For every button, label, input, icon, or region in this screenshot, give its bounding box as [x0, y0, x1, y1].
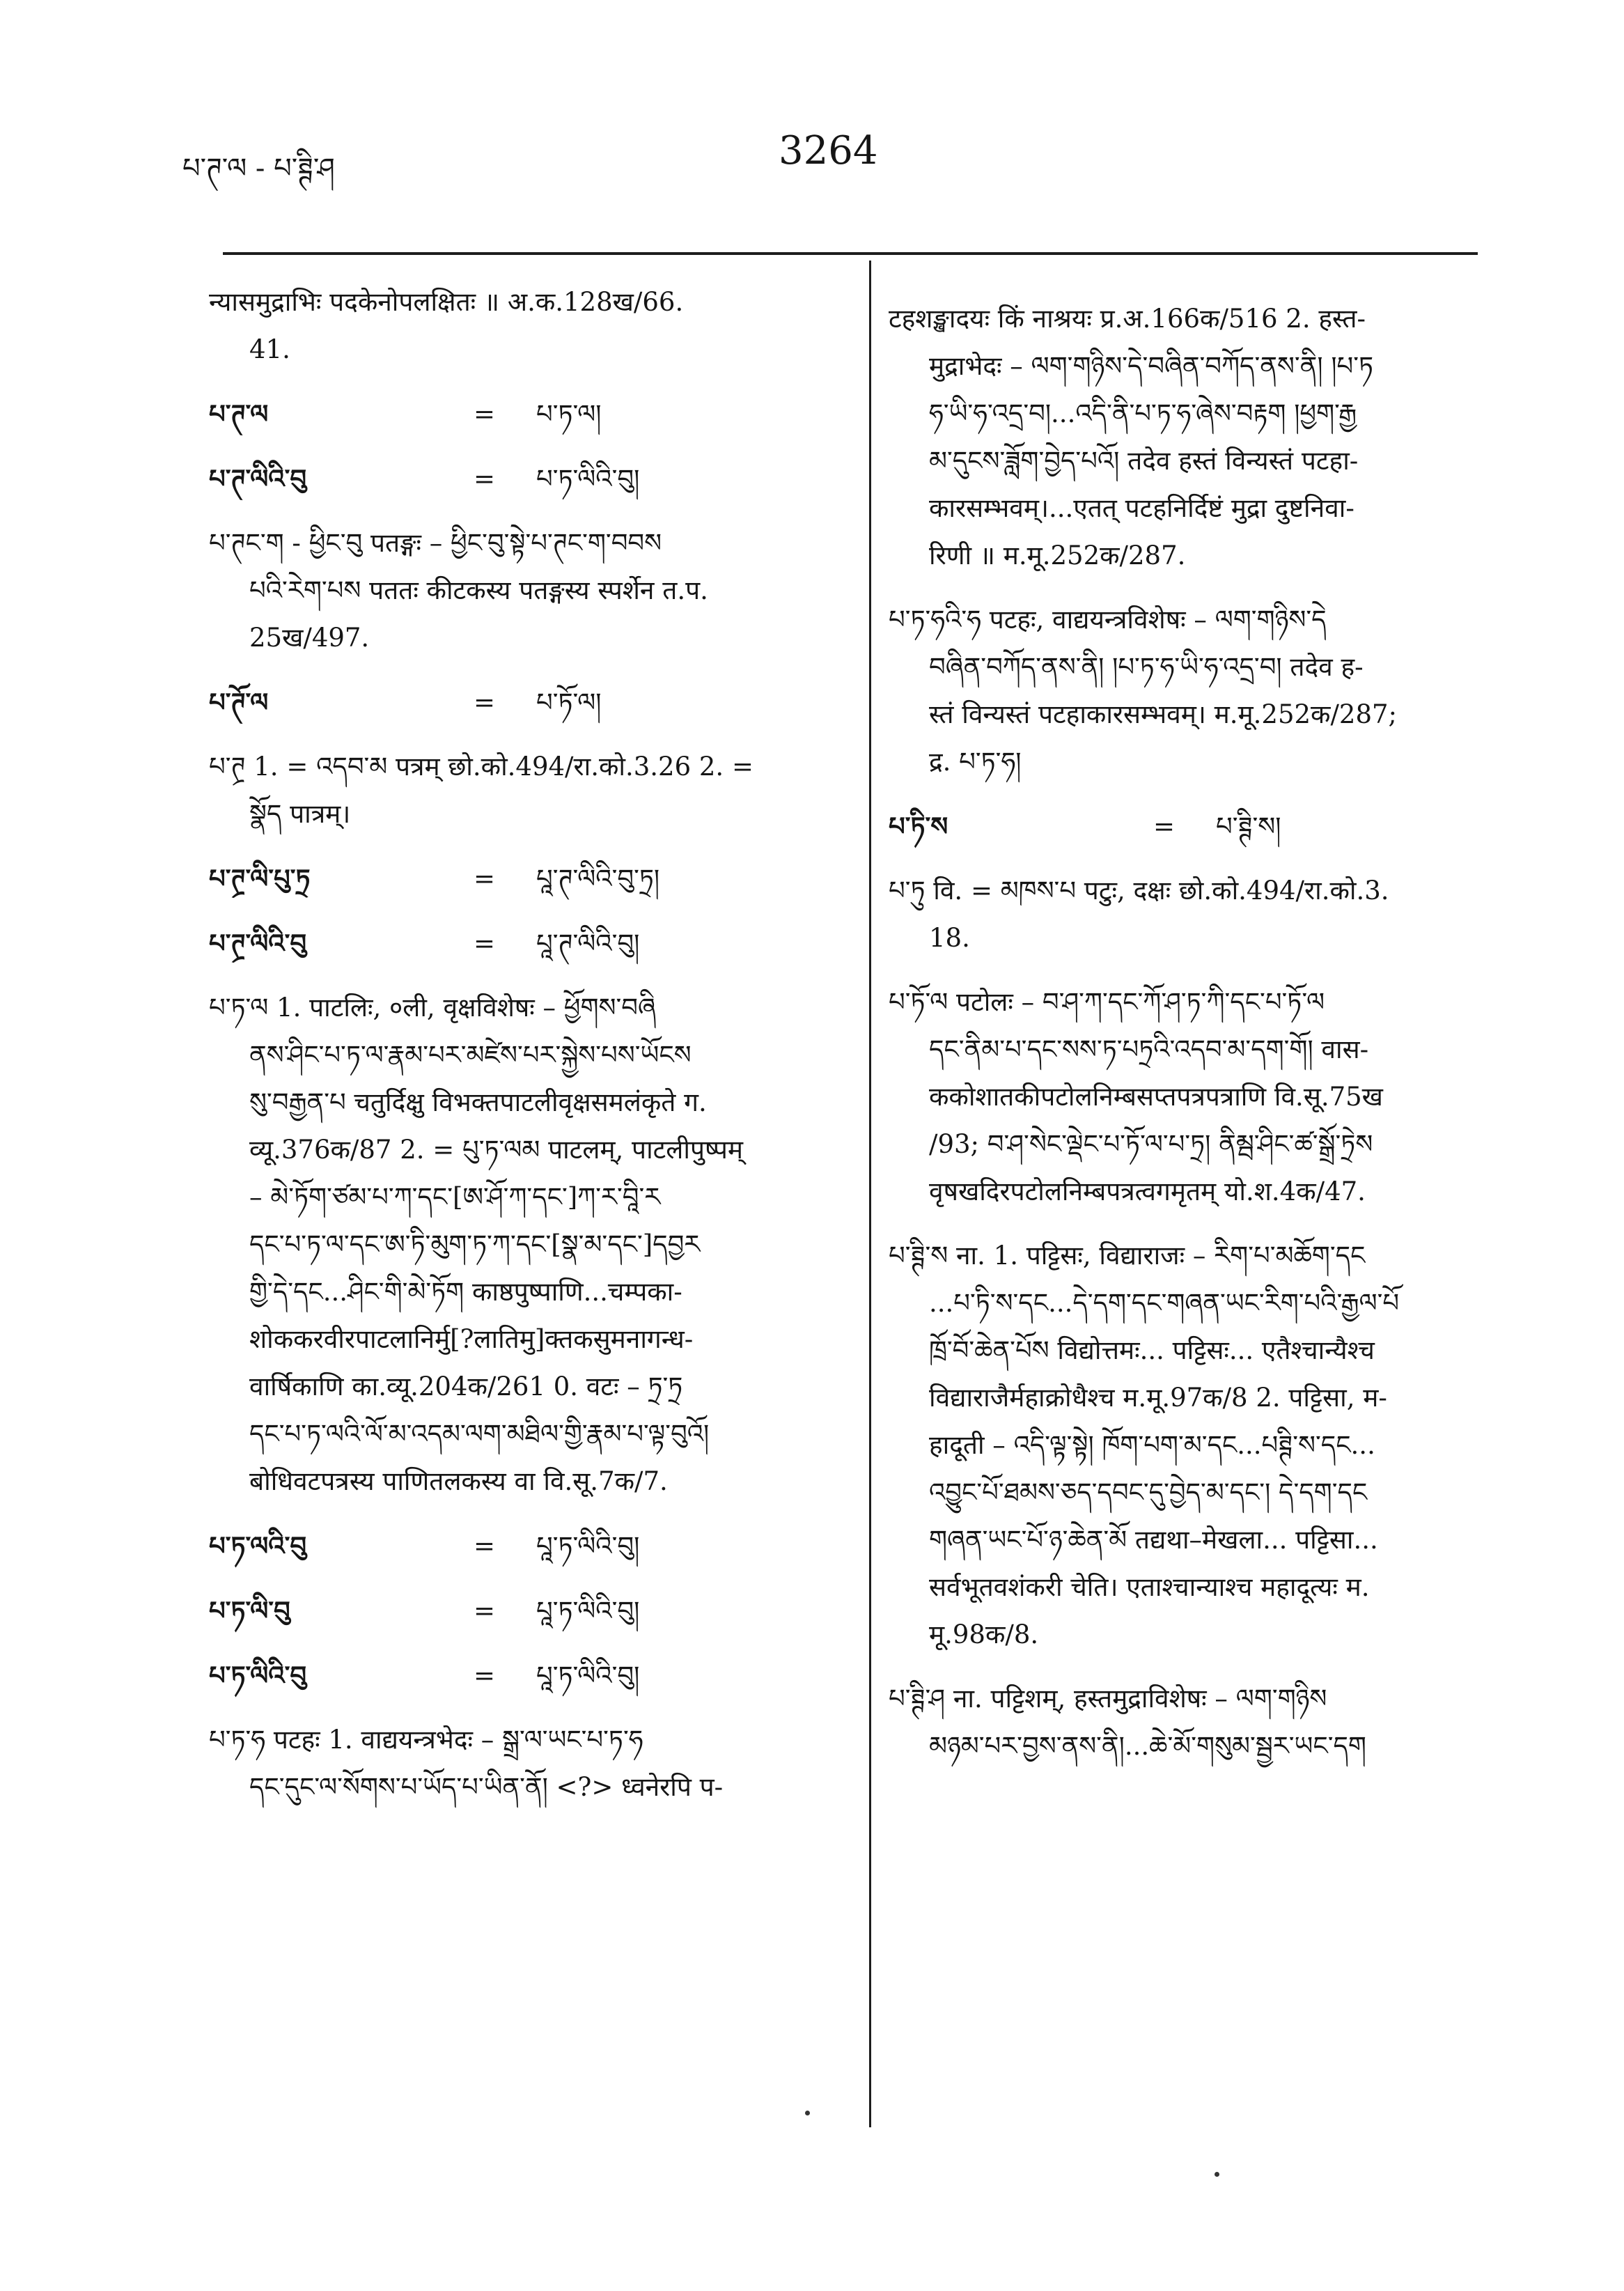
entry-line: 18. [929, 923, 970, 953]
equals-sign: = [474, 399, 496, 429]
equals-sign: = [474, 1661, 496, 1691]
dictionary-entry [889, 979, 1501, 1216]
entry-first-line: པ་ཏ་ཧ पटहः 1. वाद्ययन्त्रभेदः – སྒྲ་ལ་ཡང་པ་ཏ་ཧ [209, 1725, 643, 1755]
cross-reference-entry [209, 1652, 836, 1700]
dictionary-entry [209, 520, 836, 662]
entry-line: ནས་ཤིང་པ་ཏ་ལ་རྣམ་པར་མཛེས་པར་སྐྱེས་པས་ཡོངས [249, 1040, 692, 1070]
reference-target: པཱ་ཏ་ལིའི་བུ། [536, 1596, 640, 1626]
entry-line: शोककरवीरपाटलानिर्मु[?लातिमु]क्तकसुमनागन्ध- [249, 1324, 694, 1354]
entry-first-line: टहशङ्खादयः किं नाश्रयः प्र.अ.166क/516 2. हस्त- [889, 304, 1366, 334]
entry-first-line: པ་ཏ་ཧའི་ཧ पटहः, वाद्ययन्त्रविशेषः – ལག་གཉིས་དེ [889, 605, 1327, 635]
equals-sign: = [474, 464, 496, 494]
equals-sign: = [474, 864, 496, 894]
headword: པ་ཊ་ལིའི་བུ [209, 463, 307, 494]
entry-line: དང་པ་ཏ་ལའི་ལོ་མ་འདམ་ལག་མཐིལ་གྱི་རྣམ་པ་ལྟ་བུའོ། [249, 1419, 710, 1449]
entry-first-line: པ་ཊྲ 1. = འདབ་མ पत्रम् छो.को.494/रा.को.3.26 2. = [209, 752, 754, 782]
entry-line: མཉམ་པར་བྱས་ནས་ནི།...ཆེ་མོ་གསུམ་སྦྱར་ཡང་དག [929, 1731, 1366, 1761]
column-divider [869, 261, 871, 2127]
entry-line: གྱི་དེ་དང...ཤིང་གི་མེ་ཏོག काष्ठपुष्पाणि...चम्पका- [249, 1277, 682, 1307]
dictionary-entry [889, 1675, 1501, 1770]
cross-reference-entry [209, 919, 836, 968]
page-number: 3264 [779, 128, 878, 173]
headword: པ་ཏ་ལའི་བུ [209, 1530, 307, 1561]
entry-line: 25ख/497. [249, 623, 370, 653]
dictionary-entry [209, 743, 836, 838]
entry-line: 41. [249, 334, 290, 364]
entry-line: /93; བ་ཤ་སེང་ལྡེང་པ་ཏོ་ལ་པ་ཏྲ། ནིམྦ་ཤིང་ཚ་སྒྲོ་ཏྲེས [929, 1129, 1373, 1159]
cross-reference-entry [209, 1522, 836, 1570]
headword: པ་ཏ་ལིའི་བུ [209, 1660, 307, 1691]
header-rule [223, 252, 1478, 255]
running-header: པ་ཊ་ལ - པ་ཊྚི་ཤ [182, 153, 335, 185]
reference-target: པ་ཏ་ལིའི་བུ། [536, 464, 640, 494]
cross-reference-entry [209, 455, 836, 503]
headword: པ་ཏི་ས [889, 811, 948, 841]
entry-first-line: པ་ཊྚི་ཤ ना. पट्टिशम्, हस्तमुद्राविशेषः – ལག་གཉིས [889, 1684, 1327, 1714]
dictionary-entry [889, 867, 1501, 962]
entry-line: མ་དུངས་ཟློག་བྱེད་པའོ། तदेव हस्तं विन्यस्तं पटहा- [929, 446, 1359, 476]
headword: པ་ཊ་ལ [209, 398, 269, 429]
entry-line: सर्वभूतवशंकरी चेति। एताश्चान्याश्च महादूत्यः म. [929, 1572, 1370, 1602]
entry-line: बोधिवटपत्रस्य पाणितलकस्य वा वि.सू.7क/7. [249, 1466, 668, 1496]
entry-line: – མེ་ཏོག་ཙམ་པ་ཀ་དང་[ཨ་ཤོ་ཀ་དང་]ཀ་ར་བཱི་ར [249, 1182, 661, 1212]
entry-line: व्यू.376क/87 2. = པུ་ཏ་ལམ पाटलम्, पाटलीपुष्पम् [249, 1135, 744, 1165]
headword: པ་ཊྲ་ལིའི་བུ [209, 928, 307, 958]
equals-sign: = [1153, 811, 1176, 841]
cross-reference-entry [209, 855, 836, 903]
entry-first-line: པ་ཏུ वि. = མཁས་པ पटुः, दक्षः छो.को.494/रा.को.3. [889, 876, 1389, 906]
dictionary-entry [889, 295, 1501, 580]
reference-target: པ་ཊྚི་ས། [1216, 811, 1281, 841]
cross-reference-entry [209, 1587, 836, 1635]
entry-line: སུ་བརྒྱན་པ चतुर्दिक्षु विभक्तपाटलीवृक्षसमलंकृते ग. [249, 1087, 707, 1117]
entry-line: रिणी ॥ म.मू.252क/287. [929, 541, 1186, 570]
entry-line: द्र. པ་ཏ་ཧ། [929, 747, 1022, 777]
dictionary-entry [209, 984, 836, 1505]
entry-line: འབྱུང་པོ་ཐམས་ཅད་དབང་དུ་བྱེད་མ་དང་། དེ་དག་དང [929, 1477, 1368, 1507]
entry-line: विद्याराजैर्महाक्रोधैश्च म.मू.97क/8 2. पट्टिसा, म- [929, 1383, 1387, 1413]
reference-target: པཱ་ཊ་ལིའི་བུ། [536, 929, 640, 958]
equals-sign: = [474, 1531, 496, 1561]
entry-line: ཧ་ཡི་ཧ་འདྲ་བ།...འདི་ནི་པ་ཏ་ཧ་ཞེས་བརྟག །ཕྱག་རྒྱ [929, 398, 1357, 428]
reference-target: པ་ཏོ་ལ། [536, 688, 602, 717]
equals-sign: = [474, 929, 496, 958]
left-column [209, 279, 836, 1811]
dictionary-entry [209, 1716, 836, 1811]
entry-line: मुद्राभेदः – ལག་གཉིས་དེ་བཞིན་བཀོད་ནས་ནི། །པ་ཏ [929, 351, 1374, 381]
entry-line: कारसम्भवम्।...एतत् पटहनिर्दिष्टं मुद्रा दुष्टनिवा- [929, 493, 1354, 523]
scan-speck [1215, 2172, 1219, 2177]
headword: པ་ཊྲ་ལི་པུ་ཏྲ [209, 863, 311, 894]
reference-target: པ་ཏ་ལ། [536, 399, 602, 429]
entry-first-line: པ་ཊང་ག - ཕྱིང་བུ पतङ्गः – ཕྱིང་བུ་སྟེ་པ་ཊང་ག་བབས [209, 528, 662, 558]
dictionary-entry [889, 596, 1501, 786]
entry-line: སྣོད पात्रम्। [249, 799, 351, 829]
entry-first-line: པ་ཏོ་ལ पटोलः – བ་ཤ་ཀ་དང་ཀོ་ཤ་ཏ་ཀི་དང་པ་ཏོ་ལ [889, 987, 1325, 1017]
entry-line: स्तं विन्यस्तं पटहाकारसम्भवम्। म.मू.252क/287; [929, 699, 1398, 729]
entry-line: གཞན་ཡང་པོ་ཉ་ཆེན་མོ तद्यथा–मेखला... पट्टिसा... [929, 1525, 1378, 1555]
entry-line: ककोशातकीपटोलनिम्बसप्तपत्रपत्राणि वि.सू.75ख [929, 1082, 1383, 1112]
entry-line: ...པ་ཏི་ས་དང...དེ་དག་དང་གཞན་ཡང་རིག་པའི་རྒྱལ་པོ [929, 1288, 1400, 1318]
entry-line: བཞིན་བཀོད་ནས་ནི། །པ་ཏ་ཧ་ཡི་ཧ་འདྲ་བ། तदेव ह- [929, 652, 1364, 682]
entry-line: वार्षिकाणि का.व्यू.204क/261 0. वटः – ཏྲ་ཏྲ [249, 1372, 683, 1401]
cross-reference-entry [889, 802, 1501, 851]
equals-sign: = [474, 1596, 496, 1626]
entry-first-line: པ་ཊྚི་ས ना. 1. पट्टिसः, विद्याराजः – རིག་པ་མཆོག་དང [889, 1241, 1366, 1271]
entry-line: དང་དུང་ལ་སོགས་པ་ཡོད་པ་ཡིན་ནོ། <?> ध्वनेरपि प- [249, 1772, 724, 1802]
entry-line: वृषखदिरपटोलनिम्बपत्रत्वगमृतम् यो.श.4क/47. [929, 1176, 1366, 1206]
cross-reference-entry [209, 390, 836, 438]
dictionary-entry [889, 1232, 1501, 1659]
cross-reference-entry [209, 678, 836, 727]
reference-target: པཱ་ཊ་ལིའི་བུ་ཏྲ། [536, 864, 660, 894]
entry-line: དང་པ་ཏ་ལ་དང་ཨ་ཏི་མུག་ཏ་ཀ་དང་[སྣ་མ་དང་]དབྱར [249, 1229, 701, 1259]
headword: པ་ཊོ་ལ [209, 687, 269, 717]
entry-line: པའི་རེག་པས पततः कीटकस्य पतङ्गस्य स्पर्शेन त.प. [249, 575, 708, 605]
entry-line: हादूती – འདི་ལྟ་སྟེ། ཁོག་པག་མ་དང...པཊྚི་ས་དང... [929, 1430, 1375, 1460]
entry-line: न्यासमुद्राभिः पदकेनोपलक्षितः ॥ अ.क.128ख/66. [209, 287, 684, 317]
equals-sign: = [474, 688, 496, 717]
entry-line: དང་ནིམ་པ་དང་སས་ཏ་པཏྲའི་འདབ་མ་དག་གོ། वास- [929, 1034, 1369, 1064]
reference-target: པཱ་ཏ་ལིའི་བུ། [536, 1531, 640, 1561]
headword: པ་ཏ་ལི་བུ [209, 1595, 290, 1626]
entry-line: मू.98क/8. [929, 1620, 1039, 1649]
right-column [889, 279, 1501, 1770]
reference-target: པཱ་ཏ་ལིའི་བུ། [536, 1661, 640, 1691]
scan-speck [805, 2111, 810, 2115]
entry-line: ཁྲོ་བོ་ཆེན་པོས विद्योत्तमः... पट्टिसः... एतैश्चान्यैश्च [929, 1335, 1375, 1365]
entry-first-line: པ་ཏ་ལ 1. पाटलिः, ०ली, वृक्षविशेषः – ཕྱོགས་བཞི [209, 993, 656, 1023]
